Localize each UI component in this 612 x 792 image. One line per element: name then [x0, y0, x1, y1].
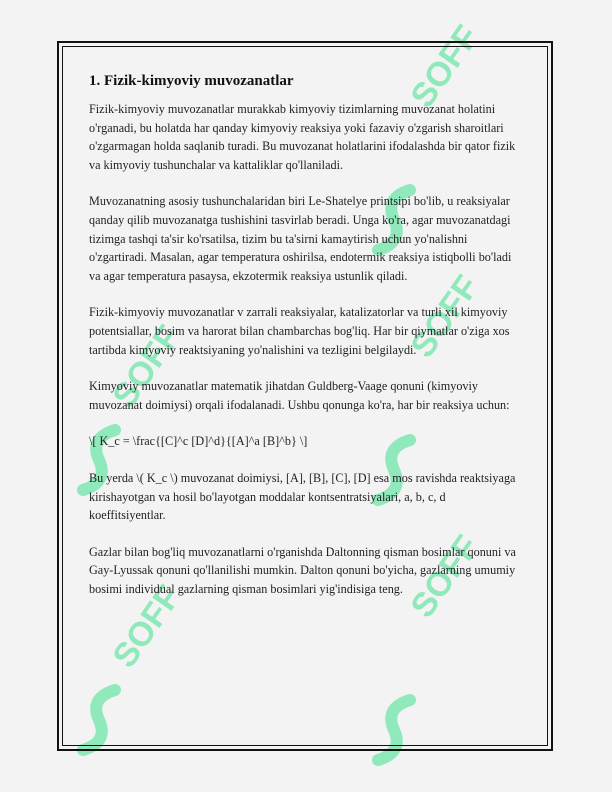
- section-heading: 1. Fizik-kimyoviy muvozanatlar: [89, 73, 294, 89]
- paragraph: Gazlar bilan bog'liq muvozanatlarni o'rganishda Daltonning qisman bosimlar qonuni va Gay-Lyussak qonuni qo'llanilishi mumkin. Dalton qonuni bo'yicha, gazlarning umumiy bosimi individual gazlarning qisman bosimlari yig'indisiga teng.: [89, 544, 516, 596]
- paragraph: Fizik-kimyoviy muvozanatlar v zarrali reaksiyalar, katalizatorlar va turli xil kimyoviy potentsiallar, bosim va harorat bilan chambarchas bog'liq. Har bir qiymatlar o'ziga xos tartibda kimyoviy reaktsiyaning yo'nalishini va tezligini belgilaydi.: [89, 305, 510, 357]
- watermark-text: SOFF: [403, 528, 487, 625]
- watermark-text: SOFF: [403, 268, 487, 365]
- paragraph: Kimyoviy muvozanatlar matematik jihatdan Guldberg-Vaage qonuni (kimyoviy muvozanat doimiysi) orqali ifodalanadi. Ushbu qonunga ko'ra, har bir reaksiya uchun:: [89, 379, 510, 412]
- watermark-text: SOFF: [105, 578, 189, 675]
- paragraph: Muvozanatning asosiy tushunchalaridan biri Le-Shatelye printsipi bo'lib, u reaksiyalar qanday qilib muvozanatga tushishini tasvirlab beradi. Unga ko'ra, agar muvozanatdagi tizimga tashqi ta'sir ko'rsatilsa, tizim bu ta'sirni kamaytirish uchun yo'nalishni o'zgartiradi. Masalan, agar temperatura oshirilsa, endotermik reaksiya istiqbolli bo'ladi va agar temperatura pasaysa, ekzotermik reaksiya ustunlik qiladi.: [89, 194, 512, 283]
- watermark-text: SOFF: [403, 18, 487, 115]
- paragraph: Fizik-kimyoviy muvozanatlar murakkab kimyoviy tizimlarning muvozanat holatini o'rganadi, bu holatda har qanday kimyoviy reaksiya yoki fazaviy o'zgarish sharoitlari o'zgarmagan holda saqlanib turadi. Bu muvozanat holatlarini ifodalashda bir qator fizik va kimyoviy tushunchalar va kattaliklar qo'llaniladi.: [89, 102, 516, 172]
- document-content: [89, 72, 521, 616]
- formula-line: \[ K_c = \frac{[C]^c [D]^d}{[A]^a [B]^b} \]: [89, 434, 308, 449]
- watermark-text: SOFF: [105, 318, 189, 415]
- paragraph: Bu yerda \( K_c \) muvozanat doimiysi, [A], [B], [C], [D] esa mos ravishda reaktsiyaga kirishayotgan va hosil bo'layotgan moddalar kontsentratsiyalari, a, b, c, d koeffitsiyentlar.: [89, 470, 516, 523]
